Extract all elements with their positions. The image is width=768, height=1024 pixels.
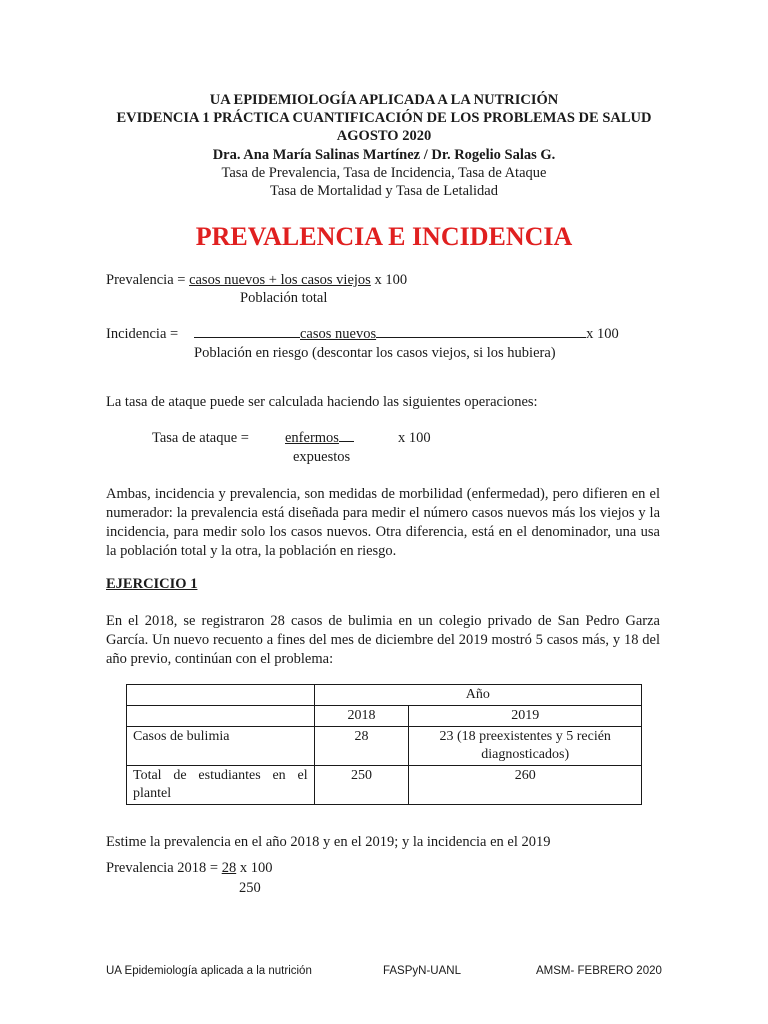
cell-2018: 250	[314, 766, 409, 805]
table-row	[127, 706, 642, 727]
fraction-line-right	[376, 336, 586, 338]
cell-2019: 23 (18 preexistentes y 5 recién diagnosticados)	[409, 727, 642, 766]
cell-2018: 28	[314, 727, 409, 766]
prev2018-denominator: 250	[239, 880, 261, 896]
ataque-numerator: enfermos	[285, 430, 339, 446]
comparison-paragraph: Ambas, incidencia y prevalencia, son medidas de morbilidad (enfermedad), pero difieren en el numerador: la prevalencia está diseñada para medir el número casos nuevos más los viejos y la incidencia, para medir solo los casos nuevos. Otra diferencia, está en el denominador, una usa la población total y la otra, la población en riesgo.	[106, 486, 660, 559]
header-line-3: AGOSTO 2020	[336, 128, 432, 144]
footer-right: AMSM- FEBRERO 2020	[536, 965, 662, 977]
ataque-intro: La tasa de ataque puede ser calculada haciendo las siguientes operaciones:	[106, 394, 538, 410]
exercise-title: EJERCICIO 1	[106, 576, 198, 592]
exercise-text: En el 2018, se registraron 28 casos de bulimia en un colegio privado de San Pedro Garza García. Un nuevo recuento a fines del mes de diciembre del 2019 mostró 5 casos más, y 18 del año previo, continúan con el problema:	[106, 613, 660, 667]
table-header-2019: 2019	[409, 706, 642, 727]
page-title: PREVALENCIA E INCIDENCIA	[195, 222, 573, 251]
cell-2019: 260	[409, 766, 642, 805]
prev2018-multiplier: x 100	[236, 860, 273, 876]
footer-center: FASPyN-UANL	[383, 965, 461, 977]
prev2018-label: Prevalencia 2018 =	[106, 860, 222, 876]
incidencia-numerator: casos nuevos	[300, 326, 377, 342]
incidencia-denominator: Población en riesgo (descontar los casos viejos, si los hubiera)	[194, 345, 556, 361]
estimate-text: Estime la prevalencia en el año 2018 y en el 2019; y la incidencia en el 2019	[106, 834, 551, 850]
incidencia-label: Incidencia =	[106, 326, 179, 342]
fraction-line	[339, 440, 354, 442]
prevalencia-numerator: casos nuevos + los casos viejos	[189, 272, 371, 288]
ataque-denominator: expuestos	[293, 449, 351, 465]
table-header-year: Año	[314, 685, 641, 706]
header-authors: Dra. Ana María Salinas Martínez / Dr. Rogelio Salas G.	[212, 147, 556, 163]
prevalencia-denominator: Población total	[240, 290, 328, 306]
incidencia-numerator-row	[194, 326, 619, 343]
prevalencia-label: Prevalencia =	[106, 272, 190, 288]
prevalencia-formula	[106, 272, 407, 289]
table-cell-empty	[127, 706, 315, 727]
header-line-1: UA EPIDEMIOLOGÍA APLICADA A LA NUTRICIÓN	[209, 92, 559, 108]
ataque-multiplier: x 100	[398, 430, 431, 446]
table-row	[127, 685, 642, 706]
table-header-2018: 2018	[314, 706, 409, 727]
header-topics-2: Tasa de Mortalidad y Tasa de Letalidad	[269, 183, 498, 199]
prevalencia-2018-formula	[106, 860, 272, 877]
row-label: Casos de bulimia	[127, 727, 315, 766]
ataque-label: Tasa de ataque =	[152, 430, 249, 446]
table-row	[127, 727, 642, 766]
table-row	[127, 766, 642, 805]
prev2018-numerator: 28	[221, 860, 237, 876]
fraction-line-left	[194, 336, 300, 338]
footer-left: UA Epidemiología aplicada a la nutrición	[106, 965, 312, 977]
incidencia-multiplier: x 100	[586, 326, 619, 342]
table-cell-empty	[127, 685, 315, 706]
row-label: Total de estudiantes en el plantel	[127, 766, 315, 805]
ataque-numerator-row	[285, 430, 354, 447]
data-table	[126, 684, 642, 805]
prevalencia-multiplier: x 100	[370, 272, 408, 288]
header-line-2: EVIDENCIA 1 PRÁCTICA CUANTIFICACIÓN DE LOS PROBLEMAS DE SALUD	[116, 110, 652, 126]
header-topics-1: Tasa de Prevalencia, Tasa de Incidencia, Tasa de Ataque	[221, 165, 547, 181]
